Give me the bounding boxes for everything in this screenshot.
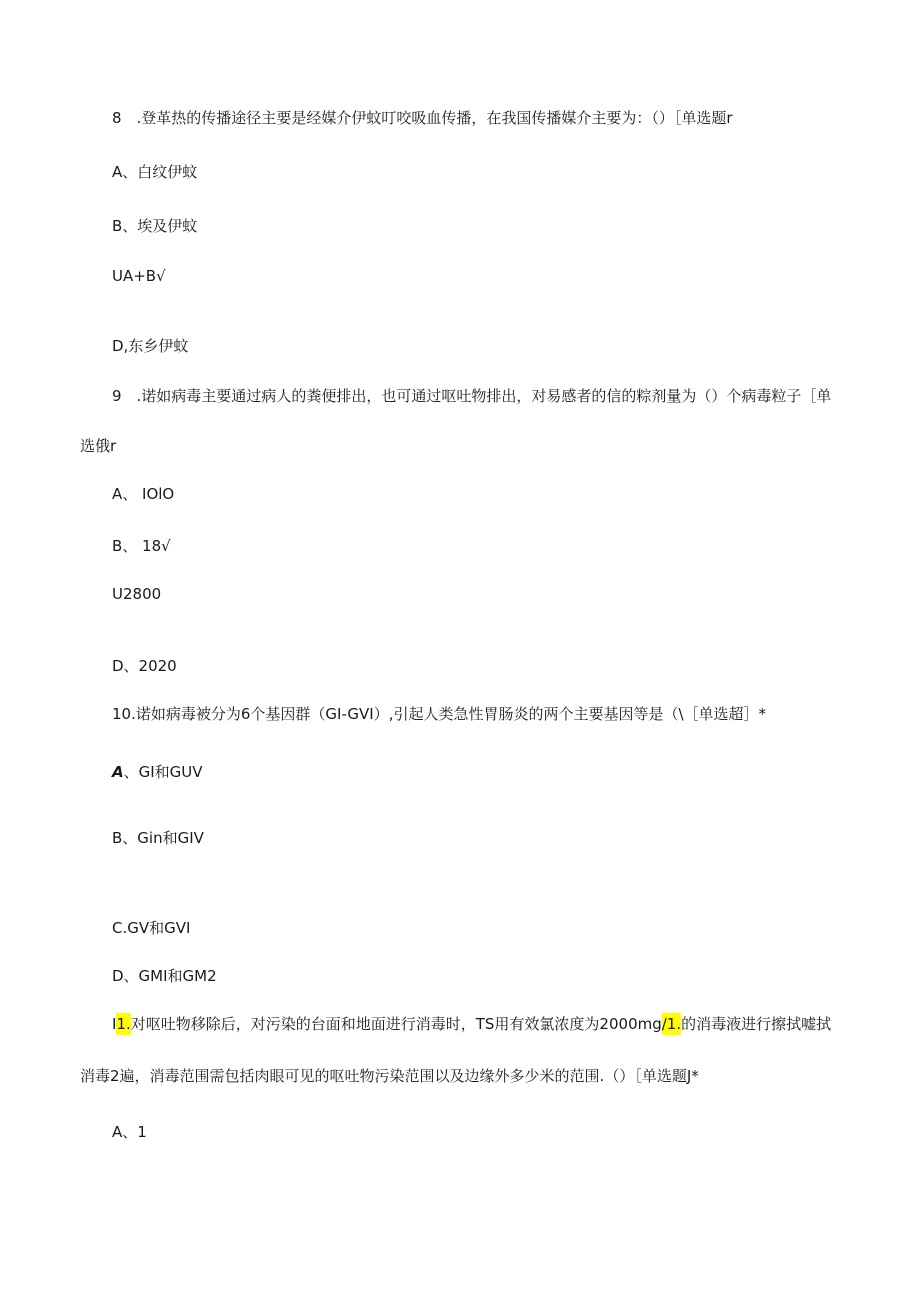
- question-8-option-c: UA+B√: [112, 267, 166, 285]
- q11-part2: 对呕吐物移除后，对污染的台面和地面进行消毒时，TS用有效氯浓度为2000mg: [130, 1015, 662, 1033]
- question-8-option-b: B、埃及伊蚊: [112, 217, 198, 235]
- question-10-option-b: B、Gin和GIV: [112, 829, 204, 847]
- question-9-option-c: U2800: [112, 585, 162, 603]
- question-8-text: 8 .登革热的传播途径主要是经媒介伊蚊叮咬吸血传播，在我国传播媒介主要为：（）［单选题r: [112, 109, 733, 127]
- question-8-option-d: D,东乡伊蚊: [112, 337, 189, 355]
- question-10-option-a: [112, 762, 203, 782]
- q11-part1: I: [112, 1015, 117, 1033]
- question-11-text-cont: 消毒2遍，消毒范围需包括肉眼可见的呕吐物污染范围以及边缘外多少米的范围.（）［单选题J*: [80, 1067, 699, 1085]
- question-11-text: [112, 1014, 831, 1034]
- option-a-text: 、GI和GUV: [123, 763, 203, 781]
- question-10-option-d: D、GMI和GM2: [112, 967, 217, 985]
- question-10-text: 10.诺如病毒被分为6个基因群（GI-GVI）,引起人类急性胃肠炎的两个主要基因等是（\［单选超］*: [112, 705, 767, 723]
- question-9-option-b: B、 18√: [112, 537, 171, 555]
- option-a-letter: A: [112, 763, 124, 781]
- q11-highlight-1: 1.: [116, 1015, 131, 1033]
- question-9-option-d: D、2020: [112, 657, 177, 675]
- question-9-text: 9 .诺如病毒主要通过病人的粪便排出，也可通过呕吐物排出，对易感者的信的粽剂量为（）个病毒粒子［单: [112, 387, 832, 405]
- q11-highlight-2: /1.: [661, 1015, 682, 1033]
- question-9-option-a: A、 IOlO: [112, 485, 175, 503]
- question-8-option-a: A、白纹伊蚊: [112, 163, 198, 181]
- question-9-text-cont: 选俄r: [80, 437, 117, 455]
- q11-part3: 的消毒液进行擦拭嘘拭: [681, 1015, 832, 1033]
- question-11-option-a: A、1: [112, 1123, 147, 1141]
- question-10-option-c: C.GV和GVI: [112, 919, 191, 937]
